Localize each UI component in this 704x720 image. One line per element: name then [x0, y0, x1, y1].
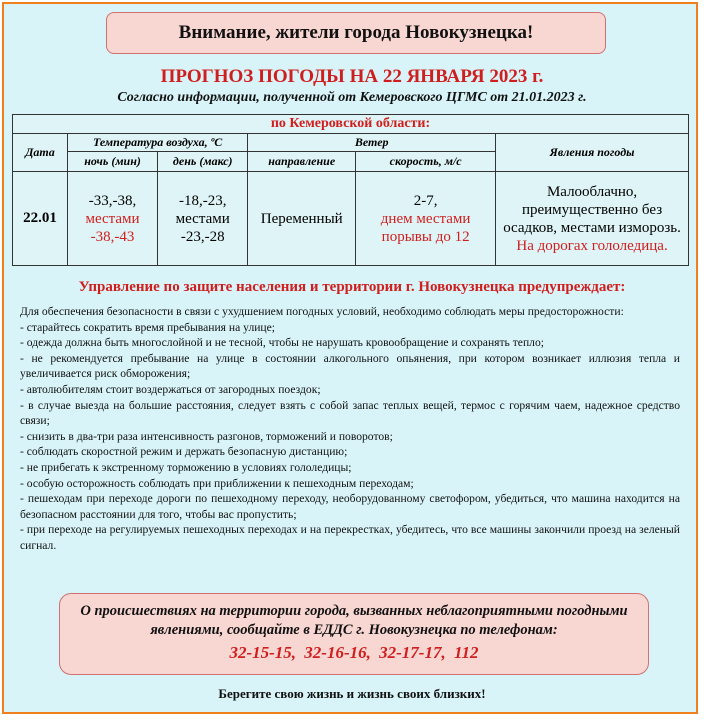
night-temp-main: -33,-38,: [88, 192, 137, 209]
advice-line: - старайтесь сократить время пребывания на улице;: [20, 320, 276, 334]
forecast-title: ПРОГНОЗ ПОГОДЫ НА 22 ЯНВАРЯ 2023 г.: [160, 66, 544, 87]
advice-line: - автолюбителям стоит воздержаться от загородных поездок;: [20, 382, 321, 396]
day-temp-places-value: -23,-28: [180, 228, 225, 245]
wind-gust-value: порывы до 12: [381, 228, 470, 245]
advice-line: Для обеспечения безопасности в связи с ухудшением погодных условий, необходимо соблюдать меры предосторожности:: [20, 305, 624, 318]
phenomena-warning: На дорогах гололедица.: [516, 237, 668, 254]
contact-box: [59, 593, 649, 675]
forecast-table: [12, 114, 689, 266]
advice-line: - в случае выезда на большие расстояния, следует взять с собой запас теплых вещей, термос с горячим чаем, надежное средство связи;: [20, 398, 680, 428]
footer-message: Берегите свою жизнь и жизнь своих близких!: [218, 686, 486, 701]
contact-phones: 32-15-15, 32-16-16, 32-17-17, 112: [229, 643, 479, 662]
advice-line: - пешеходам при переходе дороги по пешеходному переходу, необорудованному светофором, убедиться, что машина находится на безопасном расстоянии для того, чтобы вас пропустить;: [20, 492, 680, 521]
date-header: Дата: [13, 134, 68, 172]
wind-speed-main: 2-7,: [413, 192, 438, 209]
banner: Внимание, жители города Новокузнецка!: [106, 12, 606, 54]
wind-speed-cell: [356, 172, 496, 266]
wind-direction-header: направление: [248, 152, 356, 172]
advice-line: - не рекомендуется пребывание на улице в состоянии алкогольного опьянения, при котором возникает иллюзия тепла и увеличивается риск обморожения;: [20, 351, 680, 381]
night-temp-places: местами: [85, 210, 140, 227]
temperature-header: Температура воздуха, ºС: [67, 134, 247, 152]
forecast-subtitle: Согласно информации, полученной от Кемеровского ЦГМС от 21.01.2023 г.: [117, 90, 587, 105]
wind-speed-header: скорость, м/с: [356, 152, 496, 172]
day-temp-places: местами: [175, 210, 230, 227]
safety-advice: [20, 304, 680, 554]
advice-line: - соблюдать скоростной режим и держать безопасную дистанцию;: [20, 445, 348, 459]
phenomena-main: Малооблачно, преимущественно без осадков, местами изморозь.: [503, 183, 681, 236]
wind-header: Ветер: [248, 134, 496, 152]
advice-line: - снизить в два-три раза интенсивность разгонов, торможений и поворотов;: [20, 429, 393, 443]
advice-line: - при переходе на регулируемых пешеходных переходах и на перекрестках, убедитесь, что все машины закончили проезд на зеленый сигнал.: [20, 523, 680, 552]
contact-text: О происшествиях на территории города, вызванных неблагоприятными погодными явлениями, сообщайте в ЕДДС г. Новокузнецка по телефонам:: [80, 603, 628, 638]
wind-direction-cell: Переменный: [248, 172, 356, 266]
night-temp-cell: [67, 172, 157, 266]
region-header: по Кемеровской области:: [13, 115, 689, 134]
night-header: ночь (мин): [67, 152, 157, 172]
wind-gust-text: днем местами: [380, 210, 471, 227]
advice-line: - не прибегать к экстренному торможению в условиях гололедицы;: [20, 460, 352, 474]
phenomena-cell: [496, 172, 689, 266]
day-temp-main: -18,-23,: [178, 192, 227, 209]
night-temp-places-value: -38,-43: [90, 228, 135, 245]
day-header: день (макс): [158, 152, 248, 172]
warning-title: Управление по защите населения и территории г. Новокузнецка предупреждает:: [78, 279, 626, 295]
date-cell: 22.01: [13, 172, 68, 266]
advice-line: - особую осторожность соблюдать при приближении к пешеходным переходам;: [20, 476, 414, 490]
day-temp-cell: [158, 172, 248, 266]
phenomena-header: Явления погоды: [496, 134, 689, 172]
advice-line: - одежда должна быть многослойной и не тесной, чтобы не нарушать кровообращение и сохранять тепло;: [20, 336, 544, 350]
